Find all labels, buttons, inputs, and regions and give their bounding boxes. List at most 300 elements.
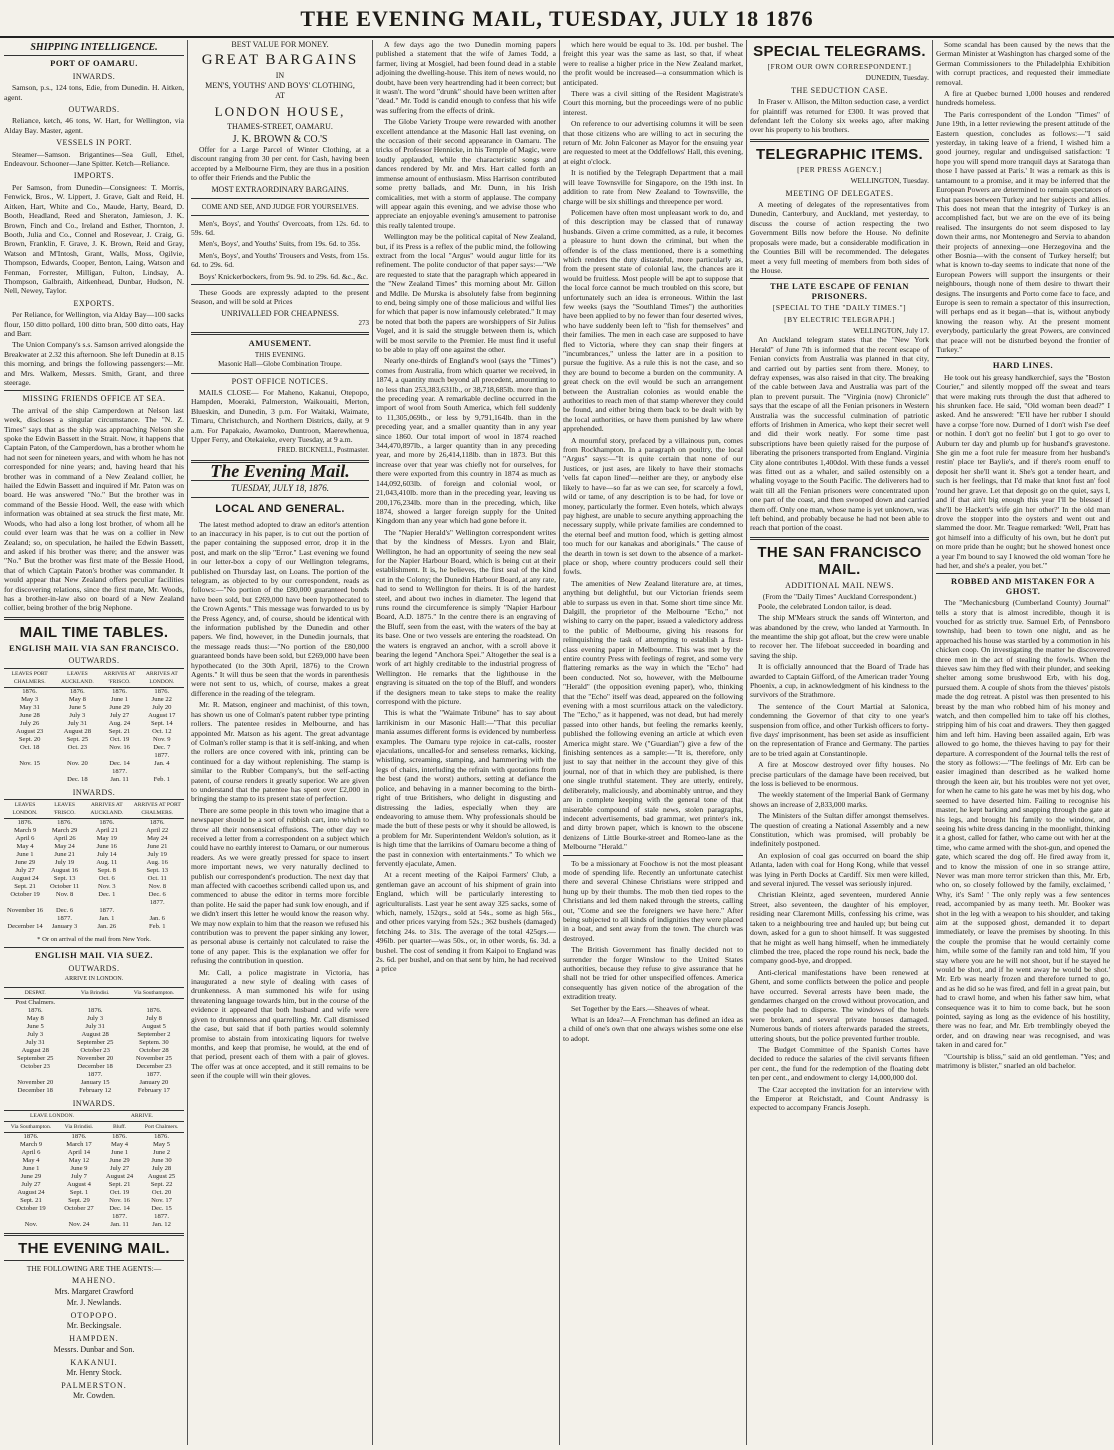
table-cell: Oct. 20	[151, 1189, 172, 1196]
table-cell	[4, 899, 46, 907]
table-cell: 1876.	[27, 1006, 43, 1014]
table-row	[4, 1165, 184, 1173]
table-header: Port Chalmers.	[139, 1122, 184, 1133]
table-cell: January 3	[51, 922, 78, 930]
table-cell: June 29	[20, 1173, 42, 1180]
table-cell: September 25	[17, 1054, 54, 1062]
table-cell	[83, 899, 130, 907]
agent-place: OTOPOPO.	[70, 1310, 118, 1320]
table-cell: May 4	[22, 1157, 40, 1164]
article-paragraph: Nearly one-thirds of England's wool (says the "Times") comes from Australia, from which quarter we received, in 1874, a quantity much beyond all precedent, amounting to no less than 253,383,631lb., or 38,718,685lb. more than in the preceding year. A remarkable decline occurred in the import of wool from South America, which fell suddenly to 11,305,069lb., or less by 9,791,164lb. than in the preceding year, and a smaller quantity than in any year since 1860. Our total import of wool in 1874 reached 344,470,897lb., a larger quantity than in any preceding year, and more by 26,414,118lb. than in 1873. But this increase over that year was chiefly not for ourselves, for there were exported from this country in 1874 as much as 144,092,603lb. of foreign and colonial wool, or 21,043,410lb. more than in the preceding year, leaving us 200,176,234lb. more than in the preceding, which, like 1874, showed a larger foreign supply for the United Kingdom than any year which had gone before it.	[376, 356, 556, 526]
table-row	[4, 768, 184, 776]
table-cell: 1876.	[149, 818, 165, 826]
table-cell: June 29	[109, 703, 130, 711]
fenian-byline: [BY ELECTRIC TELEGRAPH.]	[784, 314, 895, 324]
table-cell: 1876.	[22, 687, 38, 695]
table-cell: June 1	[111, 695, 129, 703]
imports-label: IMPORTS.	[73, 171, 115, 181]
table-cell: November 20	[77, 1054, 114, 1062]
shipping-heading: SHIPPING INTELLIGENCE.	[30, 42, 158, 53]
table-cell: Dec. 6	[148, 890, 166, 898]
table-cell: March 9	[13, 826, 37, 834]
table-cell: April 6	[15, 834, 35, 842]
table-row	[4, 1015, 184, 1023]
table-cell: April 21	[95, 826, 118, 834]
agent-name: Mrs. Margaret Crawford	[54, 1286, 134, 1296]
table-cell: Jan. 12	[152, 1221, 171, 1228]
table-cell: Sept. 8	[97, 866, 116, 874]
sf-outwards-table	[4, 668, 184, 784]
table-cell: July 20	[152, 703, 172, 711]
table-header: Via Brindisi.	[58, 1122, 100, 1133]
table-cell: Oct. 11	[147, 874, 167, 882]
table-cell: May 3	[21, 695, 39, 703]
article-paragraph: The British Government has finally decided not to surrender the forger Winslow to the United States authorities, because they refuse to give assurance that he shall not be tried for other unspecified offences. America consequently has given notice of the abrogation of the extradition treaty.	[563, 945, 743, 1002]
paper-title: The Evening Mail.	[210, 460, 350, 481]
table-cell: Oct. 6	[98, 874, 115, 882]
agent-name: Mr. Henry Stock.	[66, 1368, 122, 1378]
table-cell: April 6	[21, 1149, 41, 1156]
column-5	[750, 40, 929, 1445]
table-cell: 1877.	[87, 1070, 103, 1078]
amusement-heading: AMUSEMENT.	[248, 338, 312, 349]
table-cell: 1876.	[99, 818, 115, 826]
outwards-text: Reliance, ketch, 46 tons, W. Hart, for Wellington, via Alday Bay. Master, agent.	[4, 116, 184, 135]
table-cell: 1876.	[112, 1133, 127, 1140]
table-row	[4, 720, 184, 728]
suez-inwards-label: INWARDS.	[72, 1098, 116, 1108]
table-row	[4, 1173, 184, 1181]
news-item: Some scandal has been caused by the news that the German Minister at Washington has charged some of the German Commissioners to the Philadelphia Exhibition with corrupt practices, and requested their immediate removal.	[936, 40, 1110, 87]
table-row	[4, 883, 184, 891]
table-cell: Jan. 4	[154, 759, 170, 767]
table-row	[4, 1133, 184, 1142]
table-cell: May 24	[147, 834, 168, 842]
table-header: ARRIVE.	[100, 1111, 184, 1122]
special-telegrams-heading: SPECIAL TELEGRAMS.	[753, 43, 926, 60]
table-cell: Post Chalmers.	[15, 998, 56, 1006]
table-cell: July 27	[21, 1181, 41, 1188]
column-4	[563, 40, 743, 1445]
table-header: ARRIVES AT LONDON.	[140, 668, 184, 687]
table-cell: January 20	[139, 1078, 169, 1086]
sf-mail-heading: ENGLISH MAIL VIA SAN FRANCISCO.	[8, 642, 180, 653]
news-item: Anti-clerical manifestations have been renewed at Ghent, and some conflicts between the police and people have occurred. Several arrests have been made, the gendarmes charged on the crowd without provocation, and the people had to disperse. The windows of the hotels were broken, and several private houses damaged. Numerous bands of rioters afterwards paraded the streets, uttering shouts, but the police prevented further trouble.	[750, 967, 929, 1043]
table-cell: October 11	[49, 882, 80, 890]
table-cell: Oct. 23	[67, 743, 88, 751]
special-byline: [FROM OUR OWN CORRESPONDENT.]	[767, 62, 912, 71]
table-cell: June 28	[19, 711, 40, 719]
table-row	[4, 1007, 184, 1015]
table-cell: Feb. 1	[153, 775, 171, 783]
table-cell: May 4	[111, 1141, 129, 1148]
table-cell: 1876.	[154, 687, 170, 695]
table-cell: December 18	[17, 1086, 53, 1094]
table-cell: 1877.	[146, 1070, 162, 1078]
news-item: The Czar accepted the invitation for an interview with the Emperor at Reichstadt, and Count Andrassy is expected to accompany Francis Joseph.	[750, 1084, 929, 1113]
ad-body: Offer for a Large Parcel of Winter Clothing, at a discount ranging from 30 per cent. for Cash, having been accepted by a Melbourne Firm, they are thus in a position to offer their Friends and the Public the	[191, 145, 369, 183]
imports-text: Per Samson, from Dunedin—Consignees: T. Morris, Fenwick, Bros., W. Lippert, J. Grave, Galt and Reid, H. Aitken, Hart, White and Co., Maude, Harty, Beard, D. Booth, Headland, Reed and Sheraton, Jamieson, J. K. Brown, Finch and Co., Ireland and Esther, Thornton, J. Booth, Julia and Co., Connel and Rosevear, J. Craig, G. Brown, Franklin, F. Grave, J. K. Brown, Reid and Gray, Watson and M'Intosh, Grant, Walls, Moss, Ogilvie, Thompson, Edwards, Cooper, Benton, Laing, Watson and Fenman, Forrester, Milligan, Fulton, Lindsay, A. Thompson, Galbraith, Aitkenhead, Dunbar, Hudson, N. Nell, Newey, Taylor.	[4, 182, 184, 296]
table-row	[4, 696, 184, 704]
table-header: LEAVES AUCKLAND.	[55, 668, 99, 687]
table-cell: Sept. 14	[151, 719, 173, 727]
table-cell: June 1	[22, 1165, 40, 1172]
table-cell: May 8	[26, 1014, 44, 1022]
table-header: LEAVE LONDON.	[4, 1111, 100, 1122]
table-row	[4, 744, 184, 752]
table-row	[4, 1141, 184, 1149]
table-cell: July 27	[109, 1165, 130, 1172]
article-paragraph: Mr. Call, a police magistrate in Victoria, has inaugurated a new style of dealing with cases of drunkenness. A man summoned his wife for using threatening language towards him, but in the course of the evidence it appeared that both husband and wife were given to drunkenness and quarrelling. Mr. Call dismissed the case, but said that if both parties would solemnly promise to abstain from intoxicating liquors for twelve months, and keep that promise, he would, at the end of that period, present each of them with a pair of gloves. The offer was at once accepted, and it still remains to be seen if the couple will win their gloves.	[191, 967, 369, 1081]
table-cell: Sept. 13	[146, 866, 169, 874]
paper-date: TUESDAY, JULY 18, 1876.	[230, 483, 329, 494]
column-rule	[746, 40, 747, 1445]
local-general-heading: LOCAL AND GENERAL.	[215, 502, 345, 515]
news-item: The Ministers of the Sultan differ amongst themselves. The question of creating a National Assembly and a new Constitution, which was promised, will probably be indefinitely postponed.	[750, 811, 929, 849]
table-cell: July 19	[54, 858, 75, 866]
table-cell: June 5	[68, 703, 86, 711]
table-cell: June 30	[151, 1157, 172, 1164]
telegraphic-items-heading: TELEGRAPHIC ITEMS.	[755, 145, 924, 163]
masthead-title: THE EVENING MAIL, TUESDAY, JULY 18 1876	[300, 6, 814, 31]
agent-place: MAHENO.	[71, 1276, 117, 1286]
table-cell: May 4	[16, 842, 34, 850]
table-cell: 1877.	[99, 906, 115, 914]
delegates-text: A meeting of delegates of the representatives from Dunedin, Canterbury, and Auckland, met yesterday, to discuss the course of action respecting the two Government Bills now before the House. No definite proposals were made, but a considerable modification in the Counties Bill will be recommended. The delegates meet a very full meeting of members from both sides of the House.	[750, 200, 929, 275]
news-item: An explosion of coal gas occurred on board the ship Atlanta, laden with coal for Hong Kong, while that vessel was lying in Perth Docks at Cardiff. Six men were killed, and several injured. The vessel was seriously injured.	[750, 850, 929, 889]
fenian-byline: [SPECIAL TO THE "DAILY TIMES."]	[772, 303, 907, 313]
table-cell: 1877.	[112, 767, 127, 775]
table-cell: May 31	[19, 703, 40, 711]
table-cell: August 28	[21, 1046, 49, 1054]
table-row	[4, 859, 184, 867]
table-header: ARRIVES AT PORT CHALMERS.	[131, 799, 184, 818]
table-row	[4, 712, 184, 720]
missing-text: The arrival of the ship Camperdown at Nelson last week, discloses a singular circumstance. The "N. Z. Times" says that as the ship was approaching Nelson she spoke the Edwin Bassett in the Strait. Now, it happens that Captain Paton, of the Camperdown, has a brother whom he had not seen for nineteen years, and with whom he has not corresponded for nine years; and, having heard that his brother was in command of a New Zealand collier, he hailed the Edwin Bassett and inquired if Mr. Paton was on board. He was answered "No." But the brother was in command of the Bessie Hood. Well, the ease with which information was obtained at sea struck the first mate, Mr. Woods, who had also a long lost brother, of whom all he could ever learn was that he was on a collier in New Zealand; so, on speculation, he hailed the Edwin Bassett, and asked if his brother was there; and the answer was "No." But the brother was first mate of the Bessie Hood, that of which Captain Paton's brother was commander. It would appear that New Zealand offers peculiar facilities for discovering relations, since the first mate, Mr. Woods, has a brother-in-law also on board of a New Zealand collier, being brother of the brig Nephone.	[4, 405, 184, 613]
article-paragraph: There was a civil sitting of the Resident Magistrate's Court this morning, but the proceedings were of no public interest.	[563, 89, 743, 117]
ad-at: AT	[275, 91, 285, 100]
table-cell: August 4	[66, 1181, 91, 1188]
table-cell: Aug. 24	[108, 719, 131, 727]
table-cell: 1876.	[87, 1006, 103, 1014]
table-cell: June 1	[16, 850, 34, 858]
table-cell: June 1	[111, 1149, 129, 1156]
table-cell: June 9	[70, 1165, 88, 1172]
news-item: It is officially announced that the Board of Trade has awarded to Captain Gifford, of the American trader Young Phoenix, a cup, in acknowledgment of his kindness to the survivors of the Strathmore.	[750, 662, 929, 700]
table-row	[4, 899, 184, 907]
special-dateline: DUNEDIN, Tuesday.	[865, 73, 929, 83]
table-cell: Oct. 18	[19, 743, 40, 751]
table-cell: May 19	[96, 834, 117, 842]
sf-mail-news-heading: THE SAN FRANCISCO MAIL.	[757, 543, 922, 578]
ad-clothing: MEN'S, YOUTHS' AND BOYS' CLOTHING,	[205, 81, 355, 90]
table-cell: Jan. 6	[149, 914, 165, 922]
table-cell: Dec. 6	[55, 906, 74, 914]
agent-name: Messrs. Dunbar and Son.	[53, 1344, 135, 1354]
table-cell: Sept. 20	[18, 735, 41, 743]
table-row	[4, 843, 184, 851]
table-cell	[99, 752, 139, 760]
table-row	[4, 1181, 184, 1189]
table-row	[4, 998, 184, 1007]
news-item: The Paris correspondent of the London "Times" of June 19th, in a letter reviewing the present attitude of the Eastern question, concludes as follows:—"I said yesterday, in taking leave of a friend, I wished him a good journey, regular and undisguised satisfaction: 'I hope you will spend more tranquil days at Saratoga than those I have passed at Paris.' It was a remark as this is tantamount to a promise, and it may be inferred that the European Powers are determined to remain spectators of what passes between Turkey and her subjects and allies. This does not mean that the integrity of Turkey is an accomplished fact, but we are on the eve of its being realised. The insurgents do not seem disposed to lay down their arms, nor Montenegro and Servia to abandon their projects of annexing—one Herzegovina and the other Bosnia—with the consent of Turkey herself; but what is known to-day seems to indicate that none of the European Powers will support the insurgents or their neighbours, though none of them desire to thwart their designs. The insurgents and Porto come face to face, and Europe is seen to remain a spectator of this insurrection, will perhaps end as it began—that is, without anybody knowing the reason why. At the present moment everybody, particularly the great Powers, are convinced that peace will not be disturbed beyond the frontier of Turkey."	[936, 109, 1110, 354]
news-item: The ship M'Mears struck the sands off Winterton, and was abandoned by the crew, who landed at Yarmouth. In the meantime the ship got afloat, but the crew were unable to recover her. The lifeboat succeeded in boarding and saving the ship.	[750, 613, 929, 660]
table-cell: August 17	[148, 711, 176, 719]
table-row	[4, 687, 184, 696]
table-header: LEAVES PORT CHALMERS.	[4, 668, 55, 687]
table-cell: June 5	[26, 1022, 44, 1030]
table-row	[4, 1205, 184, 1213]
column-rule	[187, 40, 188, 1445]
table-row	[4, 752, 184, 760]
table-cell: July 3	[87, 1014, 104, 1022]
article-paragraph: The Globe Variety Troupe were rewarded with another excellent attendance at the Masonic Hall last evening, on the occasion of their second appearance in Oamaru. The tricks of Professor Hennicke, in his Temple of Magic, were loudly applauded, while the characteristic songs and dances rendered by Mr. and Mrs. Hart called forth an immense amount of enthusiasm. Miss Harrison contributed some pretty ballads, and Mr. Dunn, in his Irish comicalities, met with a storm of applause. The company will appear again this evening, and we advise those who appreciate an enjoyable evening's amusement to patronise this really talented troupe.	[376, 117, 556, 230]
table-cell: October 23	[20, 1062, 50, 1070]
table-row	[4, 760, 184, 768]
ad-firm: J. K. BROWN & CO.'S	[232, 134, 328, 145]
table-cell: Nov. 17	[151, 1197, 172, 1204]
table-cell: Dec. 14	[109, 759, 130, 767]
table-cell: February 12	[79, 1086, 112, 1094]
fenian-text: An Auckland telegram states that the "New York Herald" of June 7th is informed that the recent escape of Fenian convicts from Australia was planned in that city, and carried out by parties sent from there. Money, to defray expenses, was also raised in that city. The breaking of the cable between Java and Australia was part of the plan to prevent pursuit. The "Virginia (now) Chronicle" says that the escape of all the Fenian prisoners in Western Australia was the successful culmination of patriotic efforts of Irishmen in America, who kept their secret well and did their work neatly. For some time past subscriptions have been quietly raised for the purpose of liberating the prisoners transported from England. Virginia City alone contributes 1,400dol. With these funds a vessel was fitted out as a whaler, and sailed ostensibly on a whaling voyage to the South Pacific. The deliverers had to wait till all the Fenian prisoners were concentrated upon one part of the coast, and then swooped down and carried them off. Only one man, whose name is yet unknown, was left behind, and probably because he had not been able to reach that portion of the coast.	[750, 335, 929, 533]
column-rule	[372, 40, 373, 1445]
table-cell: 1876.	[71, 1133, 87, 1140]
suez-outwards-label: OUTWARDS.	[68, 963, 120, 973]
table-cell: 1876.	[23, 1133, 39, 1140]
table-cell: Sept. 25	[66, 735, 89, 743]
table-cell: June 2	[153, 1149, 171, 1156]
table-cell: July 31	[67, 719, 87, 727]
table-row	[4, 907, 184, 915]
article-paragraph: What is an Idea?—A Frenchman has defined an idea as a child of one's own that one always wishes some one else to adopt.	[563, 1015, 743, 1043]
agent-name: Mr. Beckingsale.	[66, 1321, 122, 1331]
table-header: Via Southampton.	[124, 987, 184, 998]
sf-mail-from: (From the "Daily Times" Auckland Correspondent.)	[762, 592, 917, 602]
table-header: ARRIVES AT AUCKLAND.	[83, 799, 130, 818]
table-cell: Sept. 21	[14, 882, 36, 890]
table-cell	[55, 768, 99, 776]
news-item: Christian Kleintz, aged seventeen, murdered Annie Street, also seventeen, the daughter of his employer, residing near Claremont Mills, confessing his crime, was taken to a neighbouring tree and hauled up; but being cut down, asked for a gun to shoot himself. It was suggested that he might as well hang himself, when he immediately climbed the tree, placed the rope round his neck, bade the company good-bye, and dropped.	[750, 890, 929, 966]
robbed-text: The "Mechanicsburg (Cumberland County) Journal" tells a story that is almost incredible, though it is vouched for as strictly true. Samuel Erb, of Pennsboro township, had been to town one night, and as he approached his house was startled by a commotion in his chicken coop. On investigating the matter he discovered three men in the act of stealing the fowls. When the thieves saw him they fled with their plunder, and seeking shelter among some brushwood Erb, with his dog, pursued them. A couple of shots from the thieves' pistols made the dog retreat. A pistol was then presented to his breast by the man who robbed him of his money and watch, and then compelled him to take off his clothes, stripping him of his coat and drawers. They then gagged him and left him. Having been assailed again, Erb was allowed to go home, the thieves having to pay for their departure. A correspondent of the Journal tells the rest of the story as follows:—"The feelings of Mr. Erb can be easier imagined than described as he walked home through the keen air, but his troubles were not yet over, for when he came to his gate he was met by his dog, who seemed to have deserted him. Failing to recognise his master, he kept barking and snapping through the gate at his legs, and brought his family to the window, and seeing his white dress dancing in the moonlight, thinking it a ghost, called for father, who came out with her at the time, who came armed with the shot-gun, and opened the gate, which scared the dog off. He fired away from it, and to know the mission of one in so strange attire, Never was man more terror stricken than this, Mr. Erb, who on, so closely followed by the family, exclaimed, ' Why, it's Sam! ' The only reply was a few sentences read, accompanied by as many teeth. Mr. Booker was shot in the leg with a weapon to his shoulder, and taking aim at the supposed ghost, demanded it to depart immediately, or leave the premises by shooting. In this the couple the promise that he would certainly come him, while some of the family ran and told him, 'If you stay where you are he will not shoot, but if he stayed he would be shot, and if he went away he would be shot.' Mr. Erb was nearly frozen and therefore turned to go, and as he did so he was fired, and fell in a great pain, but had to crawl home, and when his father saw him, what consequence was it to him to come back, but he soon pointed, saying as long as the evidence of his hostility, there was no fear, and Mr. Erb tremblingly obeyed the order, and on drawing near was recognised, and was taken in and cared for."	[936, 598, 1110, 1050]
table-row	[4, 1063, 184, 1071]
table-row	[4, 728, 184, 736]
table-header: DESPAT.	[4, 987, 67, 998]
table-cell: 1877.	[154, 751, 170, 759]
table-cell: 1876.	[57, 818, 73, 826]
news-item: A fire at Moscow destroyed over fifty houses. No precise particulars of the damage have been received, but the loss is believed to be enormous.	[750, 760, 929, 788]
table-row	[4, 776, 184, 784]
article-paragraph: It is notified by the Telegraph Department that a mail will leave Townsville for Singapore, on the 19th inst. In addition to rate from New Zealand to Townsville, the charge will be six shillings and threepence per word.	[563, 168, 743, 206]
table-cell: May 8	[68, 695, 86, 703]
table-row	[4, 1079, 184, 1087]
table-cell: Sept. 22	[150, 1181, 173, 1188]
amusement-text: Masonic Hall—Globe Combination Troupe.	[218, 360, 342, 369]
suez-inwards-table	[4, 1110, 184, 1229]
ad-come-and-see: COME AND SEE, AND JUDGE FOR YOURSELVES.	[201, 202, 359, 211]
table-cell: December 23	[136, 1062, 172, 1070]
table-header: ARRIVES AT 'FRISCO.	[99, 668, 139, 687]
article-paragraph: The "Napier Herald's" Wellington correspondent writes that by the kindness of Messrs. Lyon and Blair, Wellington, he had an opportunity of seeing the new seal for the Napier Harbour Board, which is being cut at their establishment. It is, he believes, the first seal of the kind cut in the Colony; the Dunedin Harbour Board, at any rate, had to send to Wellington for theirs. It is of the hardest steel, and about two inches in diameter. The legend that runs round the circumference is simply "Napier Harbour Board, A.D. 1875." In the centre there is an engraving of the Bluff, seen from the east, with the waters of the bay at its base. One or two vessels are entering the roadstead. On the waters is engraved an anchor, with a scroll above it bearing the legend "Anchora Spei." Altogether the seal is a work of art highly creditable to the industrial progress of Wellington. He remarks that the lighthouse in the engraving is situated on the top of the Bluff, and wonders if the designers mean to take steps to make the reality correspond with the picture.	[376, 527, 556, 707]
news-item: The sentence of the Court Martial at Salonica, condemning the Governor of that city to one year's suspension from office, and other Turkish officers to forty-five days' imprisonment, has been set aside as insufficient on the representation of France and Germany. The parties are to be tried again at Constantinople.	[750, 701, 929, 758]
table-cell: Sept. 21	[108, 1181, 131, 1188]
table-cell: August 23	[16, 727, 44, 735]
table-cell: 1876.	[69, 687, 85, 695]
table-header: LEAVES LONDON.	[4, 799, 46, 818]
table-cell: Sept. 13	[53, 874, 76, 882]
table-row	[4, 1213, 184, 1221]
table-cell: Sept. 21	[108, 727, 131, 735]
table-row	[4, 1087, 184, 1095]
missing-heading: MISSING FRIENDS OFFICE AT SEA.	[22, 394, 166, 404]
table-cell: Oct. 19	[109, 1189, 130, 1196]
mail-tables-heading: MAIL TIME TABLES.	[19, 623, 169, 641]
table-cell: 1876.	[112, 687, 127, 695]
table-cell: Dec. 7	[153, 743, 171, 751]
table-cell: Aug. 11	[96, 858, 118, 866]
table-cell: 1876.	[146, 1006, 162, 1014]
table-cell: Nov. 16	[109, 1197, 130, 1204]
agent-place: HAMPDEN.	[69, 1334, 119, 1344]
table-header: Via Southampton.	[4, 1122, 58, 1133]
table-row	[4, 875, 184, 883]
table-cell: October 19	[10, 890, 40, 898]
table-cell: Oct. 19	[109, 735, 130, 743]
table-row	[4, 827, 184, 835]
table-cell: November 25	[135, 1054, 172, 1062]
sf-note: * Or on arrival of the mail from New York.	[37, 935, 151, 943]
table-row	[4, 1189, 184, 1197]
table-cell: January 15	[80, 1078, 110, 1086]
table-cell: 1877.	[57, 914, 73, 922]
table-cell: June 29	[14, 858, 36, 866]
table-cell: July 27	[15, 866, 35, 874]
table-row	[4, 923, 184, 931]
article-paragraph: At a recent meeting of the Kaipoi Farmers' Club, a gentleman gave an account of his shipment of grain into England, which will be particularly interesting to agriculturalists. Last year he sent away 325 sacks, some of which, namely, 152qrs., sold at 54s., some as high 56s., and other prices varying from 52s.; 362 bushels (damaged) fetching 24s. to 31s. The average of the total 425qrs.—496lb. per quarter—was 50s., or, in other words, 6s. 3d. a bushel. The cost of sending it from Kaipoi to England was 2s. 6d. per bushel, and on that sent by him, he had received a price	[376, 870, 556, 974]
table-row	[4, 835, 184, 843]
table-cell: Jan. 11	[110, 775, 129, 783]
ad-price: Men's, Boys', and Youths' Suits, from 19s. 6d. to 35s.	[199, 239, 361, 249]
table-cell: August 25	[147, 1173, 176, 1180]
tele-dateline: WELLINGTON, Tuesday.	[850, 176, 929, 186]
sf-outwards-label: OUTWARDS.	[68, 656, 120, 666]
agent-name: Mr. Cowden.	[73, 1391, 115, 1401]
table-row	[4, 1221, 184, 1229]
article-paragraph: The latest method adopted to draw an editor's attention to an inaccuracy in his paper, is to cut out the portion of the paper containing the supposed error, drop it in the post, and mark on the slip "Error." Last evening we found in our letter-box a copy of our Wellington telegrams, published on Thursday last, on Loans. The portion of the telegram, as objected to by our correspondent, reads as follows:—"No portion of the £80,000 guaranteed bonds have been sold, but £269,000 have been hypothecated to the Crown Agents." This message was forwarded to us by the Press Agency, and, of course, should be identical with the information published by the Dunedin and other papers. We find, however, in the Dunedin journals, that the message reads thus:—"No portion of the £80,000 guaranteed bonds have been sold, but £269,000 have been hypothecated (to the 30th April, 1876) to the Crown Agents." It will thus be seen that the words in parenthesis were not sent to us, which, of course, makes a great difference in the reading of the telegram.	[191, 519, 369, 698]
suez-out-sub: ARRIVE IN LONDON.	[64, 976, 124, 983]
delegates-heading: MEETING OF DELEGATES.	[785, 188, 894, 198]
table-cell: July 31	[85, 1022, 105, 1030]
table-cell: Jan. 1	[99, 914, 115, 922]
port-heading: PORT OF OAMARU.	[50, 58, 138, 69]
table-cell: Nov. 20	[66, 759, 88, 767]
sf-mail-sub: ADDITIONAL MAIL NEWS.	[785, 580, 894, 590]
table-cell: July 28	[151, 1165, 172, 1172]
article-paragraph: This is what the "Waimate Tribune" has to say about larrikinism in our Masonic Hall:—"That this peculiar mania assumes different forms is evidenced by numberless examples. The Oamaru type rejoice in cat-calls, rooster ejaculations, uncalled-for and senseless remarks, kicking, whistling, screaming, stamping, and hammering with the legs of chairs, interluding the refrain with quotations from the best (and the worst) authors, setting at defiance the police, and behaving in a manner becoming to the birth-right of true Britishers, who delight in disgusting and distressing the ladies, especially when they are endeavoring to amuse them. Why professionals should be made the butt of these pests or why it should be allowed, is a problem for Mr. Superintendent Weldon's solution, as it is high time that the larrikins of Oamaru become a thing of the past in connexion with entertainments." To which we fervently ejaculate, Amen.	[376, 708, 556, 868]
table-row	[4, 1149, 184, 1157]
table-cell: 1877.	[154, 1213, 169, 1220]
table-cell: Dec. 18	[67, 775, 88, 783]
news-item: The Budget Committee of the Spanish Cortes have decided to reduce the salaries of the civil servants fifteen per cent., the fund for the redemption of the floating debt ten per cent., and endowment to clergy 14,000,000 dol.	[750, 1044, 929, 1083]
table-header: Bluff.	[100, 1122, 139, 1133]
column-2	[191, 40, 369, 1445]
table-cell: March 29	[51, 826, 78, 834]
table-row	[4, 1197, 184, 1205]
table-cell: July 14	[97, 850, 117, 858]
table-cell: August 16	[50, 866, 79, 874]
table-cell	[131, 907, 184, 915]
hard-lines-text: He took out his greasy handkerchief, says the "Boston Courier," and silently mopped off the sweat and tears that were making ruts through the dust that adhered to his shrunken face. He said, "Old woman been dead?" I asked. And he answered: "E'll have her rubber I should have a corpse 'fore now. Durned of I don't wish I'se deef or nothin. I don't got no feelin' but I got to go over to Auburn ter day and plumb up for husband's gravestone. She gin me a foot rule fer measure from her husband's restin' place ter Baylie's, and if there's room enuff to deposit her she'll want it. She's got a tender heart, and such is her feelings, that I'd make that knot fust an' fool 'round her grave. Let that deposit go on the quiet, says I, and if that ain't big enough this year I'll be blessed if she'll be Hackett's wife gin her other?' In the old man drove the stopper into the oysters and went out and slammed the door. Mr. Teague remarked: 'Well, Pratt has got himself into a difficulty of his own, but he don't put on more pride than he ought; but he showed honest once a year I'm bound to say I knowed the old woman 'fore he had her, and she's a pealer, you bet.'"	[936, 372, 1110, 570]
article-paragraph: A few days ago the two Dunedin morning papers published a statement that the wife of James Todd, a farmer, living at Mosgiel, had been found dead in a stable adjoining the dwelling-house. This item of news would, no doubt, have been very heartrending had it been correct; but it wasn't. The word "drunk" should have been written after "dead." Mr. Todd is candid enough to confess that his wife was suffering from the effects of drink.	[376, 40, 556, 115]
table-cell: July 8	[145, 1014, 162, 1022]
suez-outwards-table	[4, 987, 184, 1095]
ad-price: Men's, Boys', and Youths' Overcoats, from 12s. 6d. to 59s. 6d.	[191, 218, 369, 238]
table-cell: June 16	[96, 842, 117, 850]
table-cell: December 14	[7, 922, 43, 930]
table-row	[4, 1031, 184, 1039]
table-cell: Dec. 1	[98, 890, 116, 898]
table-cell: July 3	[27, 1030, 44, 1038]
amusement-sub: THIS EVENING.	[254, 350, 306, 359]
table-cell: August 28	[81, 1030, 109, 1038]
table-cell: Dec. 15	[151, 1205, 172, 1212]
table-cell: Dec. 14	[109, 1205, 130, 1212]
news-item: The weekly statement of the Imperial Bank of Germany shows an increase of 2,833,000 marks.	[750, 790, 929, 809]
table-header: Via Brindisi.	[67, 987, 124, 998]
table-cell: July 19	[147, 850, 167, 858]
table-cell: June 21	[147, 842, 168, 850]
article-paragraph: Wellington may be the political capital of New Zealand, but, if its Press is a reflex of the public mind, the following extract from the local "Argus" would augur little for its refinement. The polite conductor of that paper says:—"We are requested to state that the paragraph which appeared in the "New Zealand Times" this morning about Mr. Gillon and Mdlle. De Murska is absolutely false from beginning to end, being simply one of those malicious and wilful lies for which that paper is now infamously celebrated." It may be noted that both the papers are worshippers of Sir Julius Vogel, and it is said the struggle between them is, which will be most servile to the Premier. He must find it useful to be able to play off one against the other.	[376, 232, 556, 354]
inwards-label: INWARDS.	[72, 71, 116, 81]
table-cell: September 25	[76, 1038, 114, 1046]
table-cell: June 22	[151, 695, 172, 703]
robbed-heading: ROBBED AND MISTAKEN FOR A GHOST.	[950, 576, 1096, 596]
table-cell: August 24	[17, 1189, 45, 1196]
table-row	[4, 915, 184, 923]
exports-text: Per Reliance, for Wellington, via Alday Bay—100 sacks flour, 150 ditto pollard, 100 ditto bran, 500 ditto oats, Hay and Barr.	[4, 310, 184, 338]
table-cell: July 7	[71, 1173, 87, 1180]
fenian-heading: THE LATE ESCAPE OF FENIAN PRISONERS.	[769, 281, 910, 301]
news-item: Poole, the celebrated London tailor, is dead.	[758, 601, 892, 611]
table-row	[4, 1055, 184, 1063]
table-header: LEAVES 'FRISCO.	[46, 799, 83, 818]
table-cell: Nov. 8	[55, 890, 74, 898]
agent-place: PALMERSTON.	[61, 1381, 127, 1391]
table-cell	[67, 998, 124, 1007]
table-cell: Jan. 11	[110, 1221, 129, 1228]
table-cell: May 24	[54, 842, 75, 850]
ad-in: IN	[275, 71, 285, 80]
table-cell: March 9	[19, 1141, 43, 1148]
article-paragraph: which here would be equal to 3s. 10d. per bushel. The freight this year was the same as last, so that, if wheat were to realise a higher price in the New Zealand market, the profit would be increased—a consummation which is anticipated.	[563, 40, 743, 87]
outwards-label: OUTWARDS.	[68, 105, 120, 115]
article-paragraph: A mournful story, prefaced by a villainous pun, comes from Rockhampton. In a paragraph on poultry, the local "Argus" says:—"It is quite certain that none of our Justices, or just ases, are likely to have their stomachs 'vells fat capon lined'—neither are they, or anybody else likely to have—so far as we can see, for scarcely a fowl, wild or tame, of any description is to be had, for love or money, particularly the former. Even hotels, which always pay highest, are unable to secure anything approaching the necessary supply, while private families are condemned to the eternal beef and mutton food, which is getting almost too much for our kanakas and aboriginals." The cause of the dearth in town is set down to the absence of a market-place or shop, where country producers could sell their fowls.	[563, 435, 743, 577]
column-6	[936, 40, 1110, 1445]
table-row	[4, 736, 184, 744]
suez-heading: ENGLISH MAIL VIA SUEZ.	[34, 950, 154, 961]
table-cell	[46, 899, 83, 907]
seduction-heading: THE SEDUCTION CASE.	[791, 85, 888, 95]
table-cell: Oct. 12	[152, 727, 172, 735]
table-cell: Sept. 1	[69, 1189, 89, 1196]
column-1	[4, 40, 184, 1445]
union-text: The Union Company's s.s. Samson arrived alongside the Breakwater at 2.32 this afternoon. She left Dunedin at 8.15 this morning, and brings the following passengers:—Mr. and Mrs. Walkem, Messrs. Smith, Grant, and three steerage.	[4, 340, 184, 387]
evening-mail-heading: THE EVENING MAIL.	[18, 1240, 170, 1257]
table-row	[4, 1039, 184, 1047]
table-cell	[55, 752, 99, 760]
table-cell: September 2	[137, 1030, 171, 1038]
table-row	[4, 891, 184, 899]
table-cell: July 27	[109, 711, 130, 719]
